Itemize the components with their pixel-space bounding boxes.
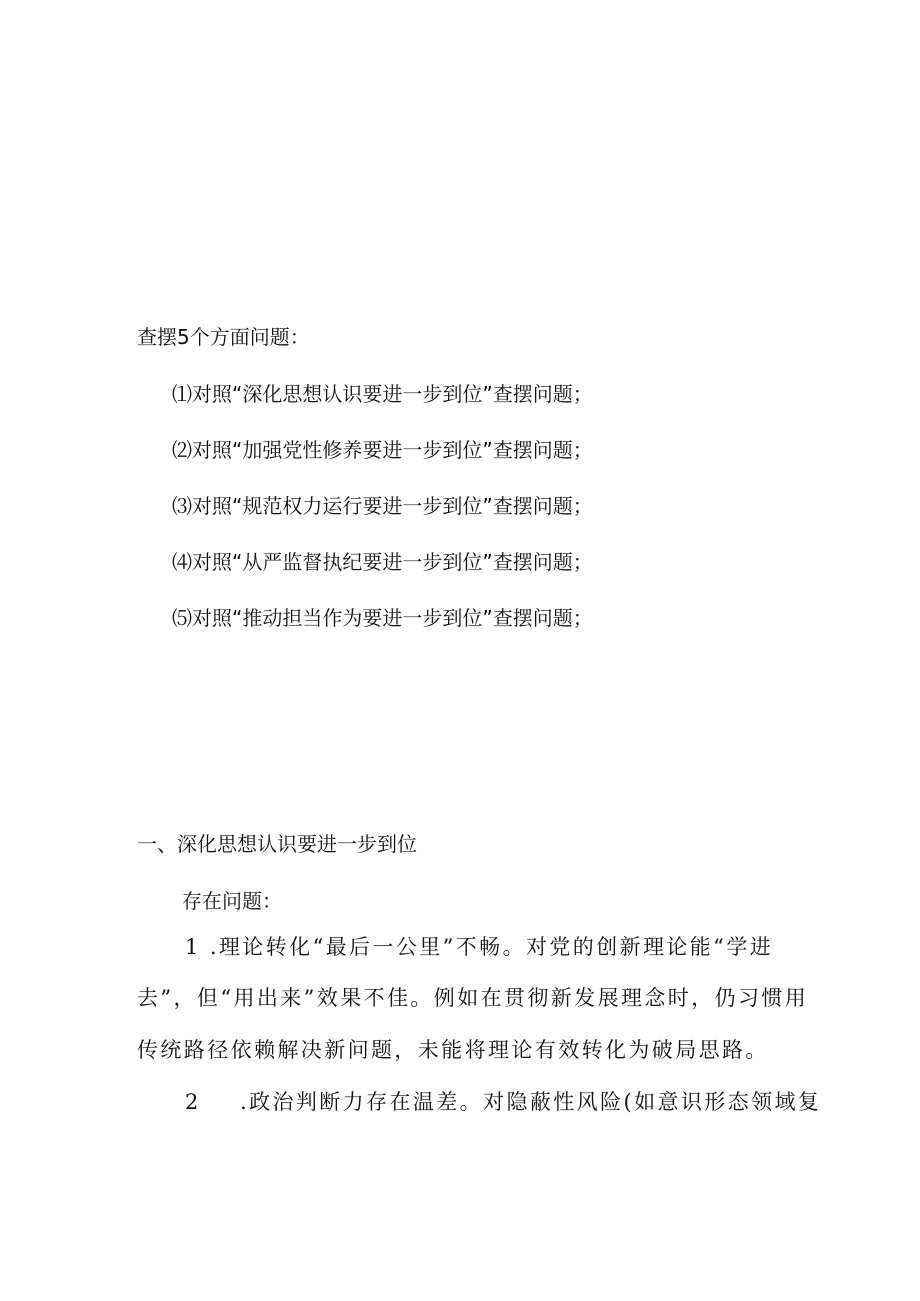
section-heading: 一、深化思想认识要进一步到位 [137, 832, 417, 856]
paragraph-line: .政治判断力存在温差。对隐蔽性风险(如意识形态领域复 [240, 1090, 822, 1114]
sub-heading: 存在问题： [182, 889, 282, 913]
list-item: ⑴对照“深化思想认识要进一步到位”查摆问题； [172, 382, 593, 406]
paragraph-line: 传统路径依赖解决新问题，未能将理论有效转化为破局思路。 [137, 1038, 769, 1062]
paragraph-number: 2 [185, 1090, 201, 1114]
list-item: ⑷对照“从严监督执纪要进一步到位”查摆问题； [172, 550, 593, 574]
intro-title: 查摆5个方面问题： [137, 325, 310, 349]
list-item: ⑸对照“推动担当作为要进一步到位”查摆问题； [172, 606, 593, 630]
list-item: ⑶对照“规范权力运行要进一步到位”查摆问题； [172, 494, 593, 518]
list-item: ⑵对照“加强党性修养要进一步到位”查摆问题； [172, 438, 593, 462]
paragraph-line: 去”，但“用出来”效果不佳。例如在贯彻新发展理念时，仍习惯用 [137, 986, 809, 1010]
paragraph-line: 1 .理论转化“最后一公里”不畅。对党的创新理论能“学进 [185, 935, 774, 959]
